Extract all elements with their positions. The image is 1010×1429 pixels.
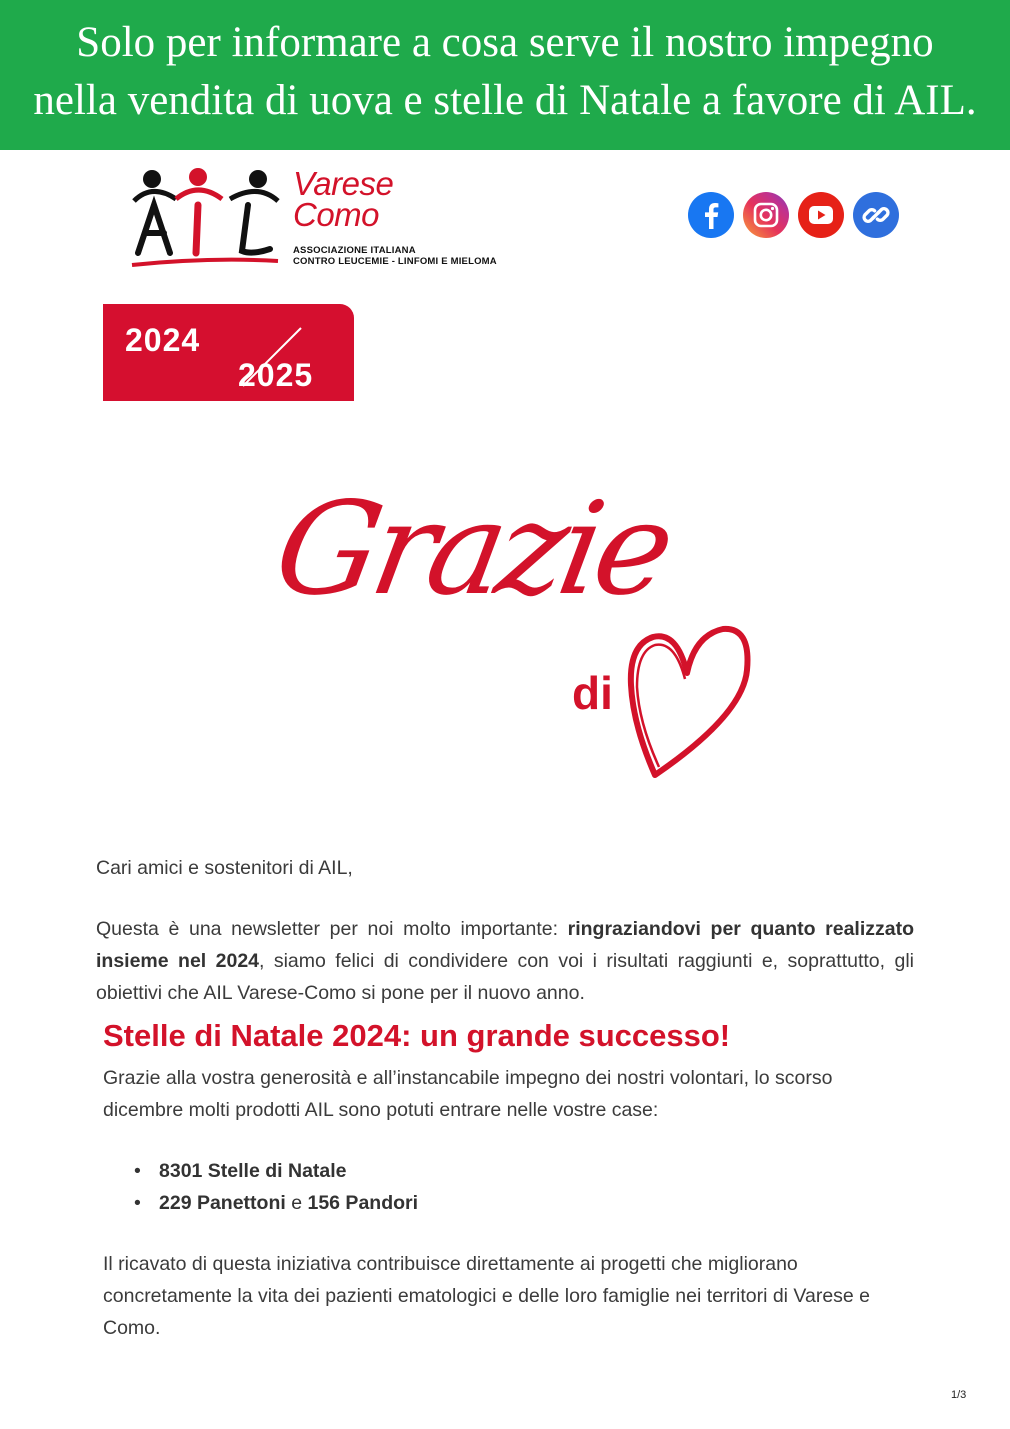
section-heading: Stelle di Natale 2024: un grande successo!	[103, 1018, 731, 1053]
intro-text-start: Questa è una newsletter per noi molto importante:	[96, 918, 568, 940]
list-item-panettoni: 229 Panettoni	[159, 1192, 286, 1214]
products-list	[132, 1155, 418, 1219]
logo-association-text	[293, 245, 497, 267]
year-second: 2025	[238, 357, 314, 393]
greeting-text: Cari amici e sostenitori di AIL,	[96, 857, 353, 879]
intro-text-end: , siamo felici di condividere con voi i risultati raggiunti e, soprattutto, gli obiettivi che AIL Varese-Como si pone per il nuovo anno.	[96, 950, 914, 1004]
years-badge	[103, 304, 354, 401]
youtube-icon[interactable]	[798, 192, 844, 238]
social-links	[688, 192, 899, 238]
page-number: 1/3	[951, 1389, 967, 1401]
ail-logo-mark	[130, 165, 290, 270]
list-item	[132, 1155, 418, 1187]
list-item-pandori: 156 Pandori	[307, 1192, 419, 1214]
proceeds-paragraph: Il ricavato di questa iniziativa contribuisce direttamente ai progetti che migliorano concretamente la vita dei pazienti ematologici e delle loro famiglie nei territori di Varese e Como.	[103, 1253, 871, 1339]
list-item	[132, 1187, 418, 1219]
banner-line-1: Solo per informare a cosa serve il nostro impegno	[76, 19, 934, 66]
heart-icon	[625, 615, 755, 790]
instagram-icon[interactable]	[743, 192, 789, 238]
facebook-icon[interactable]	[688, 192, 734, 238]
list-item-stelle: 8301 Stelle di Natale	[159, 1160, 347, 1182]
top-banner	[0, 0, 1010, 150]
logo-assoc-line-2: CONTRO LEUCEMIE - LINFOMI E MIELOMA	[293, 256, 497, 267]
year-first: 2024	[125, 322, 201, 358]
link-icon[interactable]	[853, 192, 899, 238]
grazie-script-text: Grazie	[264, 475, 680, 624]
banner-line-2: nella vendita di uova e stelle di Natale a favore di AIL.	[33, 77, 977, 124]
grazie-di-cuore-graphic	[250, 440, 770, 800]
hero-di-text: di	[572, 667, 613, 719]
list-item-connector: e	[285, 1192, 308, 1214]
logo-assoc-line-1: ASSOCIAZIONE ITALIANA	[293, 245, 416, 256]
logo-city-como: Como	[293, 196, 380, 233]
intro-paragraph	[96, 913, 914, 1009]
ail-logo[interactable]	[130, 165, 510, 270]
intro-text-bold: ringraziandovi per quanto realizzato insieme nel 2024	[96, 918, 915, 972]
generosity-paragraph: Grazie alla vostra generosità e all’instancabile impegno dei nostri volontari, lo scorso dicembre molti prodotti AIL sono potuti entrare nelle vostre case:	[103, 1067, 833, 1121]
logo-city-varese: Varese	[293, 165, 394, 202]
